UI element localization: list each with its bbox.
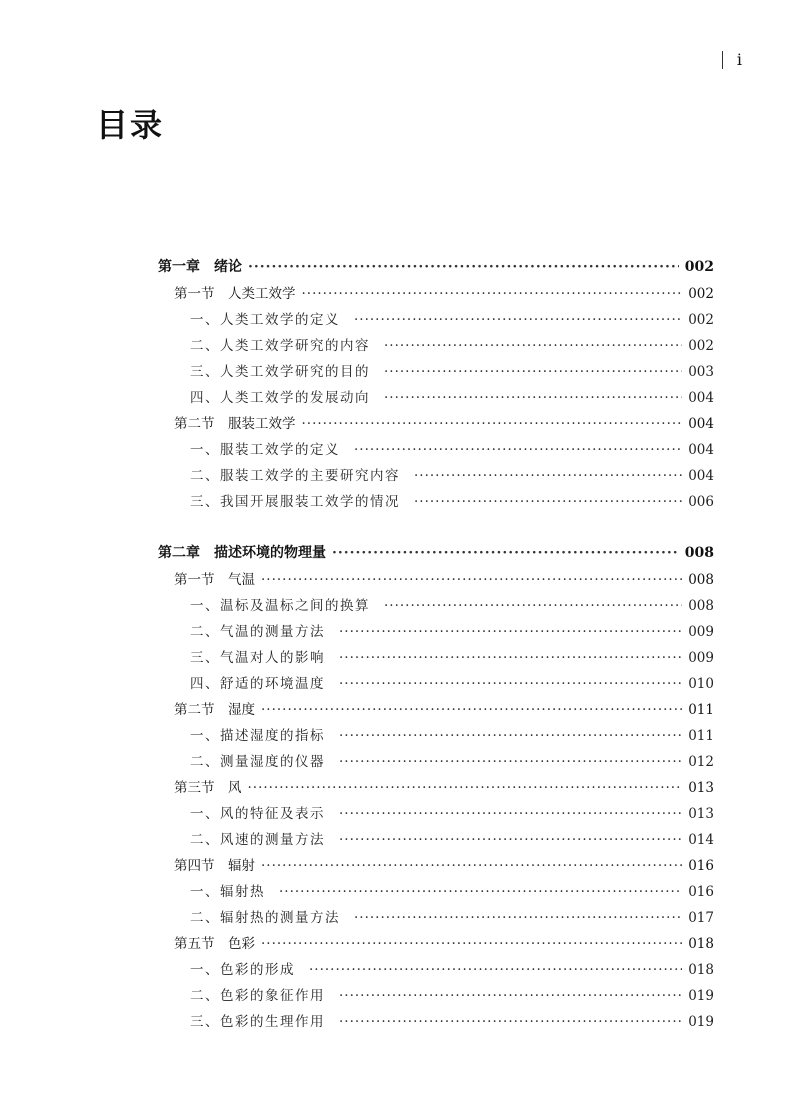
dot-leader <box>248 259 679 275</box>
dot-leader <box>332 545 679 561</box>
toc-section-entry-page: 016 <box>688 858 714 874</box>
toc-item-entry[interactable] <box>158 620 714 646</box>
toc-section-entry[interactable] <box>158 698 714 724</box>
toc-item-entry-label: 二、服装工效学的主要研究内容 <box>190 468 400 484</box>
toc-item-entry-label: 二、测量湿度的仪器 <box>190 754 325 770</box>
dot-leader <box>384 390 682 406</box>
toc-item-entry-page: 002 <box>688 312 714 328</box>
dot-leader <box>384 338 682 354</box>
toc-item-entry[interactable] <box>158 308 714 334</box>
toc-item-entry[interactable] <box>158 386 714 412</box>
toc-chapter-entry-page: 002 <box>684 259 714 275</box>
dot-leader <box>339 806 682 822</box>
toc-item-entry-label: 三、色彩的生理作用 <box>190 1014 325 1030</box>
toc-section-entry-page: 002 <box>688 286 714 302</box>
toc-section-entry-page: 018 <box>688 936 714 952</box>
toc-item-entry[interactable] <box>158 334 714 360</box>
toc-item-entry[interactable] <box>158 828 714 854</box>
toc-item-entry-page: 014 <box>688 832 714 848</box>
dot-leader <box>339 832 682 848</box>
toc-section-entry[interactable] <box>158 932 714 958</box>
toc-item-entry[interactable] <box>158 958 714 984</box>
toc-item-entry-label: 一、服装工效学的定义 <box>190 442 340 458</box>
toc-section-entry[interactable] <box>158 776 714 802</box>
table-of-contents <box>158 256 714 1036</box>
toc-chapter-entry[interactable] <box>158 542 714 568</box>
toc-section-entry-page: 013 <box>688 780 714 796</box>
toc-item-entry-page: 002 <box>688 338 714 354</box>
toc-item-entry-page: 019 <box>688 988 714 1004</box>
toc-item-entry[interactable] <box>158 594 714 620</box>
toc-item-entry-label: 二、气温的测量方法 <box>190 624 325 640</box>
toc-item-entry[interactable] <box>158 1010 714 1036</box>
toc-section-entry-page: 004 <box>688 416 714 432</box>
dot-leader <box>354 442 682 458</box>
toc-item-entry-label: 四、舒适的环境温度 <box>190 676 325 692</box>
toc-item-entry[interactable] <box>158 672 714 698</box>
toc-item-entry-page: 013 <box>688 806 714 822</box>
toc-section-entry-label: 第一节 人类工效学 <box>174 286 296 302</box>
toc-item-entry[interactable] <box>158 646 714 672</box>
page-number-divider <box>722 51 723 69</box>
toc-item-entry[interactable] <box>158 438 714 464</box>
dot-leader <box>339 728 682 744</box>
toc-section-entry[interactable] <box>158 568 714 594</box>
toc-item-entry-label: 一、人类工效学的定义 <box>190 312 340 328</box>
dot-leader <box>414 494 682 510</box>
toc-item-entry-page: 011 <box>688 728 714 744</box>
page-title: 目录 <box>96 106 165 144</box>
toc-item-entry-label: 一、温标及温标之间的换算 <box>190 598 370 614</box>
dot-leader <box>302 416 683 432</box>
toc-item-entry-page: 009 <box>688 650 714 666</box>
toc-item-entry-label: 二、风速的测量方法 <box>190 832 325 848</box>
toc-item-entry-page: 016 <box>688 884 714 900</box>
toc-item-entry-label: 一、描述湿度的指标 <box>190 728 325 744</box>
chapter-spacer <box>158 516 714 542</box>
toc-item-entry-page: 003 <box>688 364 714 380</box>
toc-item-entry[interactable] <box>158 750 714 776</box>
dot-leader <box>339 676 682 692</box>
toc-section-entry[interactable] <box>158 412 714 438</box>
dot-leader <box>261 858 682 874</box>
toc-chapter-entry-label: 第一章 绪论 <box>158 259 242 275</box>
toc-item-entry-label: 一、色彩的形成 <box>190 962 295 978</box>
dot-leader <box>261 572 682 588</box>
toc-item-entry-label: 一、辐射热 <box>190 884 265 900</box>
toc-section-entry-label: 第二节 湿度 <box>174 702 255 718</box>
dot-leader <box>309 962 682 978</box>
toc-item-entry[interactable] <box>158 360 714 386</box>
toc-item-entry-label: 四、人类工效学的发展动向 <box>190 390 370 406</box>
toc-item-entry[interactable] <box>158 724 714 750</box>
toc-item-entry-label: 二、辐射热的测量方法 <box>190 910 340 926</box>
toc-item-entry-page: 010 <box>688 676 714 692</box>
toc-item-entry-page: 004 <box>688 442 714 458</box>
toc-chapter-entry-label: 第二章 描述环境的物理量 <box>158 545 326 561</box>
toc-item-entry[interactable] <box>158 490 714 516</box>
dot-leader <box>339 624 682 640</box>
toc-item-entry-label: 一、风的特征及表示 <box>190 806 325 822</box>
toc-section-entry-label: 第一节 气温 <box>174 572 255 588</box>
toc-item-entry-label: 三、气温对人的影响 <box>190 650 325 666</box>
toc-item-entry-page: 018 <box>688 962 714 978</box>
dot-leader <box>261 936 682 952</box>
dot-leader <box>354 910 682 926</box>
toc-section-entry-label: 第四节 辐射 <box>174 858 255 874</box>
toc-section-entry-label: 第二节 服装工效学 <box>174 416 296 432</box>
toc-item-entry[interactable] <box>158 880 714 906</box>
dot-leader <box>339 1014 682 1030</box>
toc-item-entry[interactable] <box>158 802 714 828</box>
toc-item-entry[interactable] <box>158 984 714 1010</box>
dot-leader <box>339 988 682 1004</box>
toc-item-entry-page: 009 <box>688 624 714 640</box>
dot-leader <box>414 468 682 484</box>
toc-section-entry-page: 011 <box>688 702 714 718</box>
toc-item-entry-label: 三、我国开展服装工效学的情况 <box>190 494 400 510</box>
dot-leader <box>339 650 682 666</box>
page-number <box>722 50 742 69</box>
toc-item-entry-label: 二、人类工效学研究的内容 <box>190 338 370 354</box>
toc-item-entry-page: 004 <box>688 468 714 484</box>
toc-chapter-entry[interactable] <box>158 256 714 282</box>
dot-leader <box>384 364 682 380</box>
toc-section-entry-label: 第三节 风 <box>174 780 242 796</box>
toc-item-entry[interactable] <box>158 464 714 490</box>
dot-leader <box>354 312 682 328</box>
toc-item-entry-page: 019 <box>688 1014 714 1030</box>
dot-leader <box>384 598 682 614</box>
toc-item-entry[interactable] <box>158 906 714 932</box>
toc-chapter-entry-page: 008 <box>684 545 714 561</box>
toc-item-entry-label: 三、人类工效学研究的目的 <box>190 364 370 380</box>
toc-section-entry[interactable] <box>158 854 714 880</box>
toc-section-entry-label: 第五节 色彩 <box>174 936 255 952</box>
toc-item-entry-page: 004 <box>688 390 714 406</box>
dot-leader <box>248 780 683 796</box>
toc-item-entry-page: 017 <box>688 910 714 926</box>
dot-leader <box>302 286 683 302</box>
dot-leader <box>339 754 682 770</box>
toc-section-entry[interactable] <box>158 282 714 308</box>
toc-item-entry-page: 012 <box>688 754 714 770</box>
toc-item-entry-page: 008 <box>688 598 714 614</box>
toc-item-entry-label: 二、色彩的象征作用 <box>190 988 325 1004</box>
toc-item-entry-page: 006 <box>688 494 714 510</box>
page-number-text: i <box>736 50 742 69</box>
toc-section-entry-page: 008 <box>688 572 714 588</box>
dot-leader <box>279 884 682 900</box>
dot-leader <box>261 702 682 718</box>
